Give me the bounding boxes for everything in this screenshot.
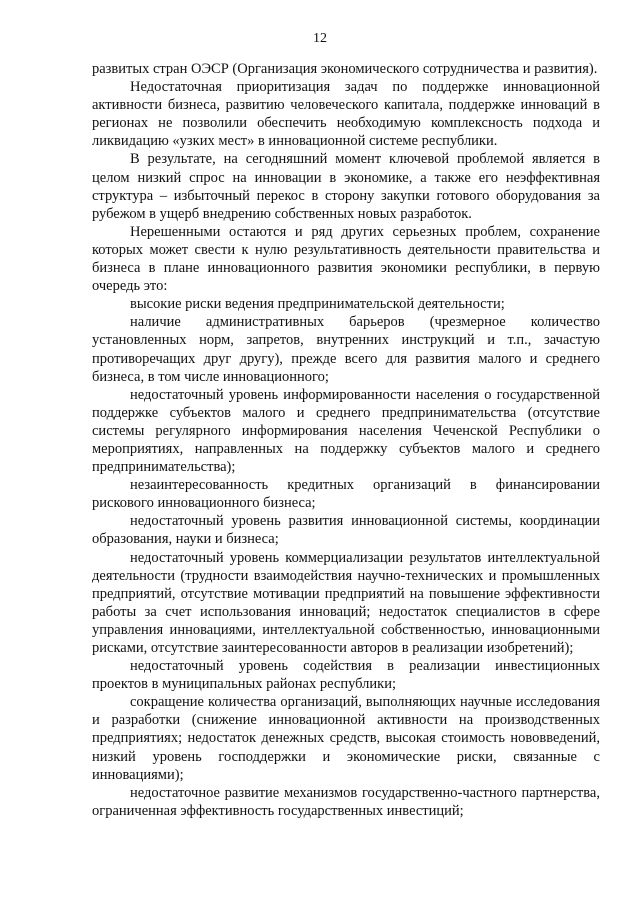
paragraph-prioritization: Недостаточная приоритизация задач по поддержке инновационной активности бизнеса, развитию человеческого капитала, поддержке инноваций в регионах не позволили обеспечить необходимую комплексность подхода и ликвидацию «узких мест» в инновационной системе республики. <box>92 79 600 150</box>
list-item-research-organizations: сокращение количества организаций, выполняющих научные исследования и разработки (снижение инновационной активности на производственных предприятиях; недостаток денежных средств, высокая стоимость нововведений, низкий уровень господдержки и экономические риски, связанные с инновациями); <box>92 694 600 783</box>
list-item-public-private-partnership: недостаточное развитие механизмов государственно-частного партнерства, ограниченная эффективность государственных инвестиций; <box>92 784 600 819</box>
list-item-innovation-system: недостаточный уровень развития инновационной системы, координации образования, науки и бизнеса; <box>92 513 600 548</box>
list-item-business-risks: высокие риски ведения предпринимательской деятельности; <box>130 296 505 313</box>
paragraph-key-problem: В результате, на сегодняшний момент ключевой проблемой является в целом низкий спрос на инновации в экономике, а также его неэффективная структура – избыточный перекос в сторону закупки готового оборудования за рубежом в ущерб внедрению собственных новых разработок. <box>92 151 600 222</box>
page-number: 12 <box>313 31 327 46</box>
list-item-awareness: недостаточный уровень информированности населения о государственной поддержке субъектов малого и среднего предпринимательства (отсутствие системы регулярного информирования населения Чеченской Республики о мероприятиях, направленных на поддержку субъектов малого и среднего предпринимательства); <box>92 386 600 476</box>
paragraph-continuation: развитых стран ОЭСР (Организация экономического сотрудничества и развития). <box>92 61 598 77</box>
list-item-admin-barriers: наличие административных барьеров (чрезмерное количество установленных норм, запретов, внутренних инструкций и т.п., зачастую противоречащих друг другу), прежде всего для развития малого и среднего бизнеса, в том числе инновационного; <box>92 314 600 385</box>
list-item-investment-projects: недостаточный уровень содействия в реализации инвестиционных проектов в муниципальных районах республики; <box>92 658 600 693</box>
document-body <box>92 60 600 820</box>
list-item-credit-organizations: незаинтересованность кредитных организаций в финансировании рискового инновационного бизнеса; <box>92 477 600 512</box>
list-item-commercialization: недостаточный уровень коммерциализации результатов интеллектуальной деятельности (трудности взаимодействия научно-технических и промышленных предприятий, отсутствие мотивации предприятий на повышение эффективности работы за счет использования инноваций; недостаток специалистов в сфере управления инновациями, интеллектуальной собственностью, инновационными рисками, отсутствие заинтересованности авторов в реализации изобретений); <box>92 549 600 656</box>
paragraph-unresolved-problems: Нерешенными остаются и ряд других серьезных проблем, сохранение которых может свести к нулю результативность деятельности правительства и бизнеса в плане инновационного развития экономики республики, в первую очередь это: <box>92 223 600 295</box>
